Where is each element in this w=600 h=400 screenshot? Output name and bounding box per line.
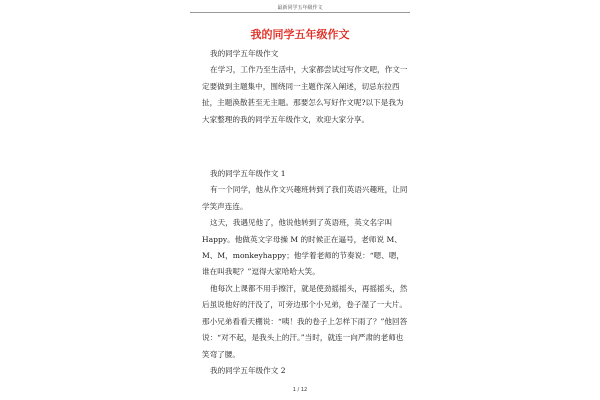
essay1-paragraph-2: 这天，我遇见他了，他说他转到了英语班，英文名字叫 Happy。他做英文字母操 M 的时候正在逼号，老师说 M、M、M，monkeyhappy；他学着老师的节奏说：“嗯、嗯，谁在叫我呢？”逗得大家哈哈大笑。 xyxy=(202,218,405,277)
intro-paragraph: 在学习，工作乃至生活中，大家都尝试过写作文吧，作文一定要做到主题集中，围绕同一主题作深入阐述，切忌东拉西扯，主题涣散甚至无主题。那要怎么写好作文呢?以下是我为大家整理的我的同学五年级作文，欢迎大家分享。 xyxy=(202,65,408,124)
document-title: 我的同学五年级作文 xyxy=(250,28,350,41)
document-body xyxy=(202,46,410,379)
essay1-heading: 我的同学五年级作文 1 xyxy=(210,169,286,179)
essay2-heading: 我的同学五年级作文 2 xyxy=(210,365,286,375)
intro-heading: 我的同学五年级作文 xyxy=(210,49,279,58)
page-number: 1 / 12 xyxy=(292,387,308,393)
essay1-paragraph-1: 有一个同学，他从作文兴趣班转到了我们英语兴趣班，让同学笑声连连。 xyxy=(202,185,408,211)
header-divider xyxy=(190,12,410,13)
essay1-paragraph-3: 他每次上课都不用手擦汗，就是使劲摇摇头，再摇摇头，然后虽说他好的汗没了，可旁边那个小兄弟，卷子湿了一大片。那小兄弟看看天棚说：“咦！我的卷子上怎样下雨了？”他回答说：“对不起，是我头上的汗。”当时，就连一向严肃的老师也笑弯了腰。 xyxy=(202,283,408,359)
section-spacer xyxy=(202,128,410,166)
running-header: 最新同学五年级作文 xyxy=(277,5,323,11)
